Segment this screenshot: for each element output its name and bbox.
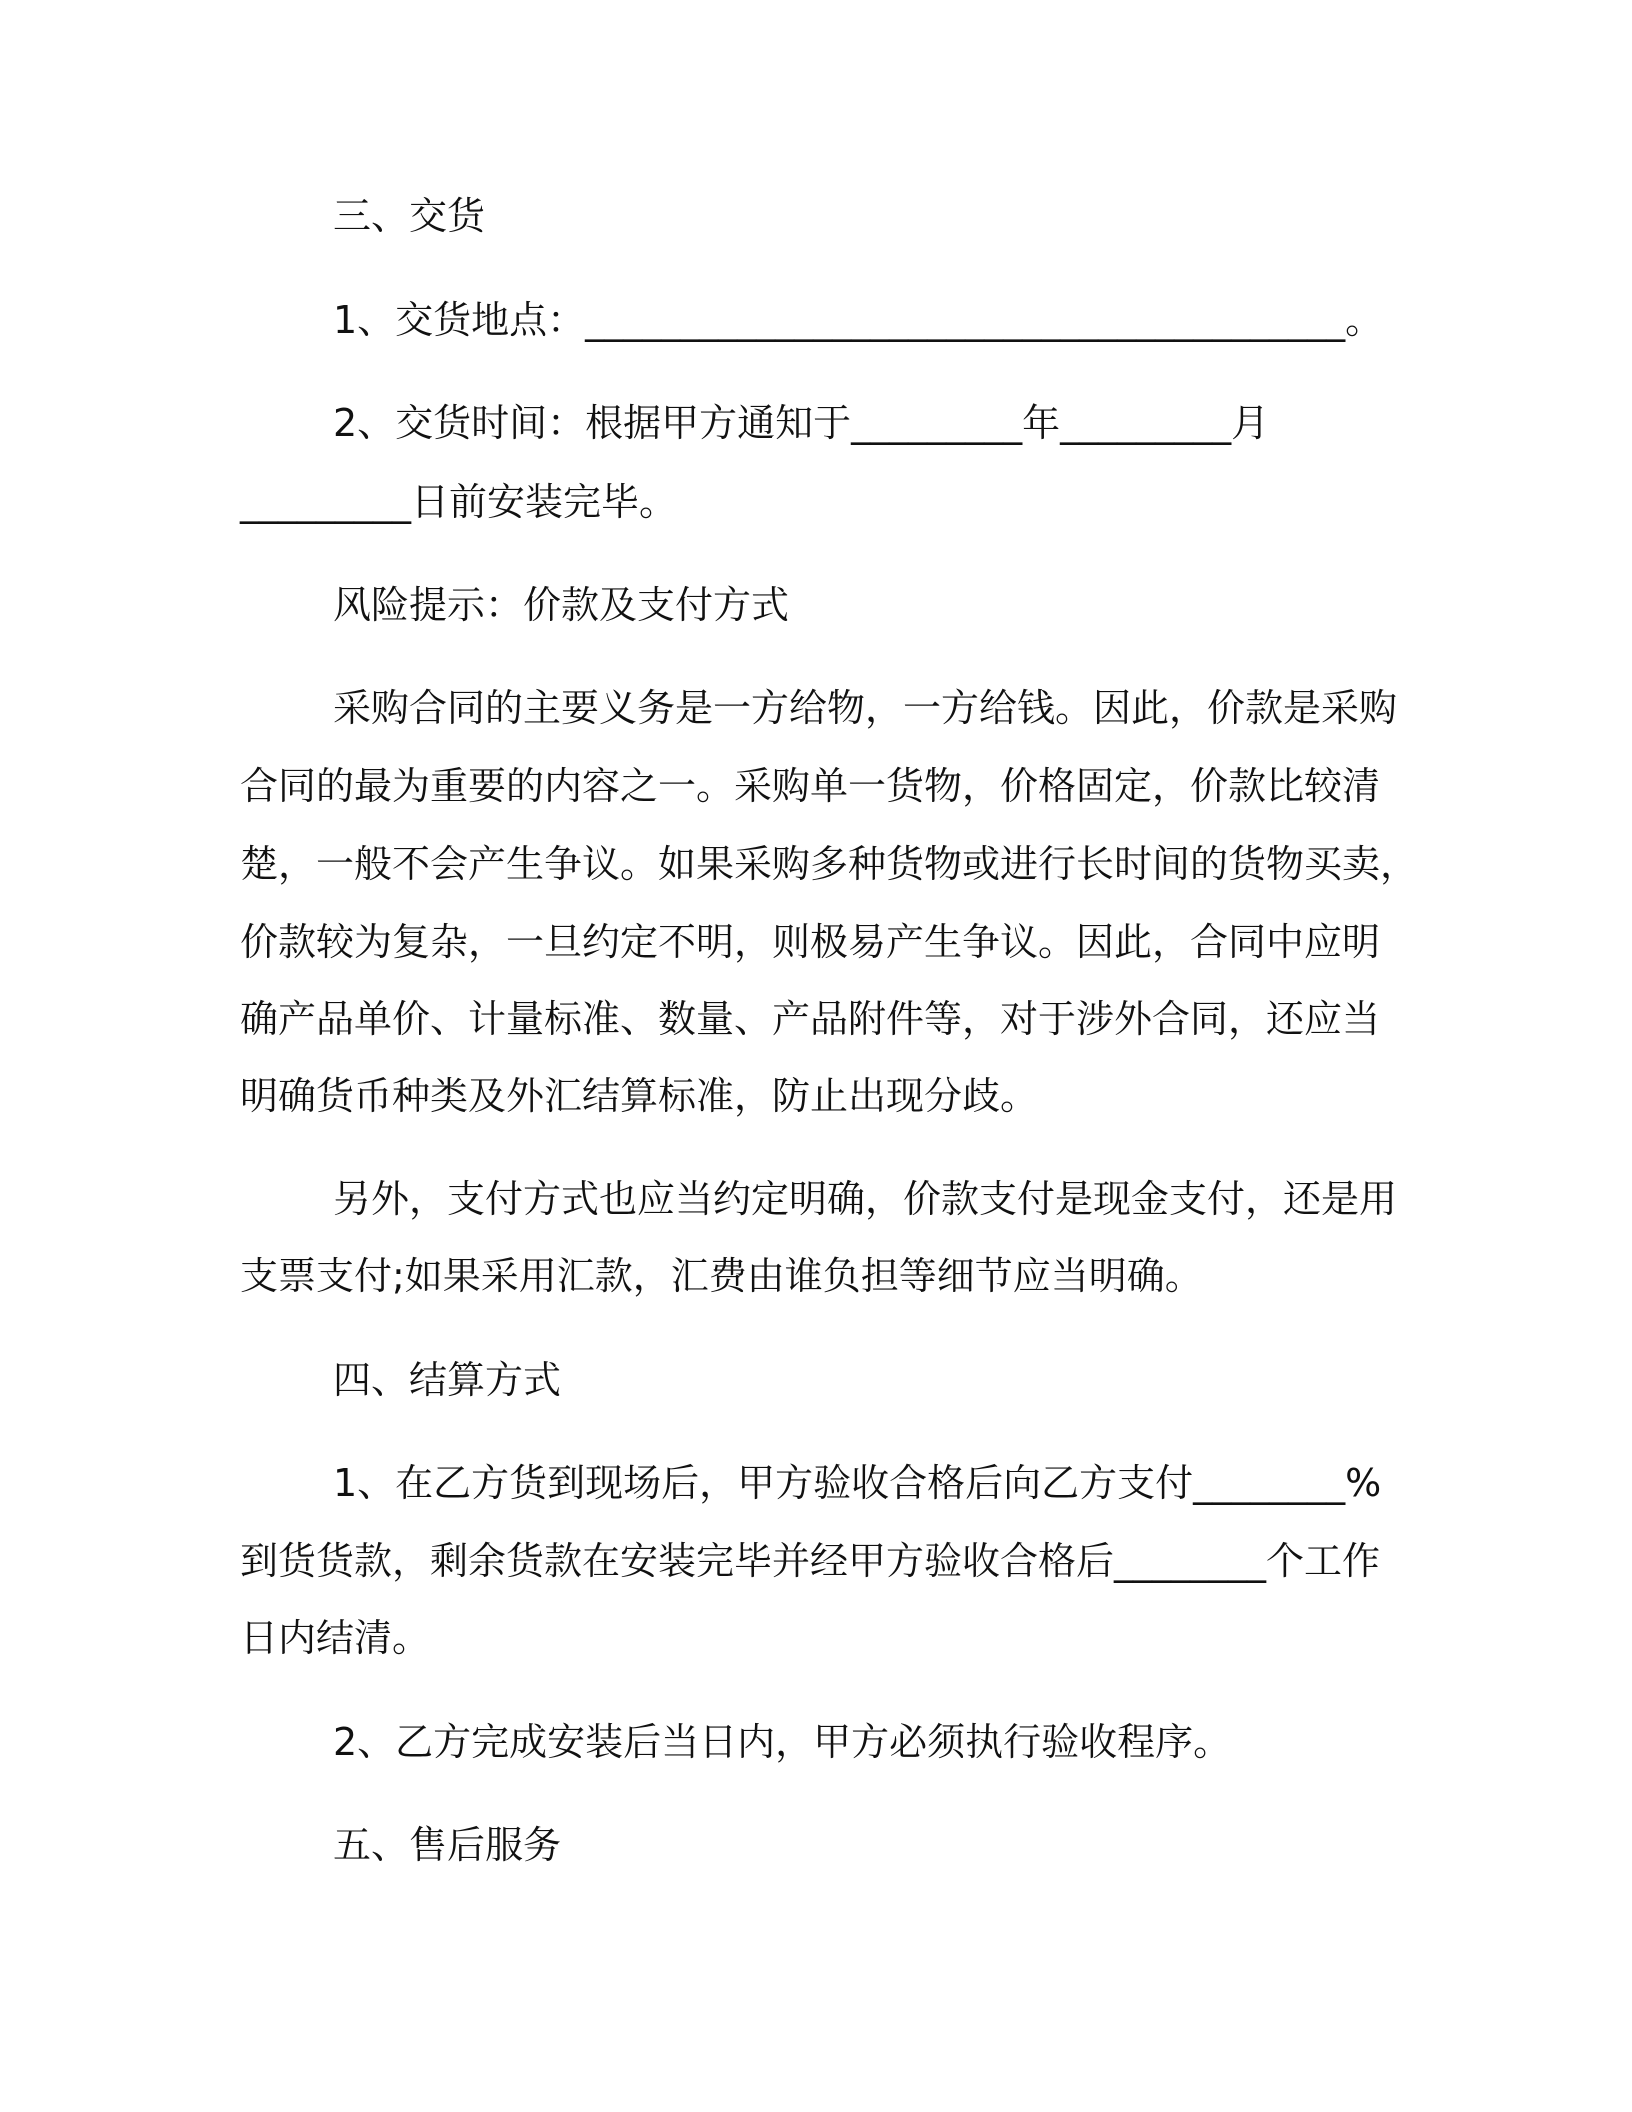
risk-paragraph-1-line: 确产品单价、计量标准、数量、产品附件等，对于涉外合同，还应当 xyxy=(240,997,1381,1041)
settlement-item-2: 2、乙方完成安装后当日内，甲方必须执行验收程序。 xyxy=(333,1720,1232,1764)
risk-paragraph-1-line: 合同的最为重要的内容之一。采购单一货物，价格固定，价款比较清 xyxy=(240,764,1381,808)
risk-paragraph-1-line: 明确货币种类及外汇结算标准，防止出现分歧。 xyxy=(240,1074,1039,1118)
delivery-time-item-line-2: _________日前安装完毕。 xyxy=(240,480,678,524)
risk-tip-heading: 风险提示：价款及支付方式 xyxy=(333,583,790,627)
risk-paragraph-1-line: 价款较为复杂，一旦约定不明，则极易产生争议。因此，合同中应明 xyxy=(240,920,1381,964)
section-heading-after-sales: 五、售后服务 xyxy=(333,1823,562,1867)
risk-paragraph-2-line: 支票支付;如果采用汇款，汇费由谁负担等细节应当明确。 xyxy=(240,1254,1203,1298)
section-heading-settlement: 四、结算方式 xyxy=(333,1358,562,1402)
delivery-location-item: 1、交货地点：________________________________________。 xyxy=(333,298,1384,342)
section-heading-delivery: 三、交货 xyxy=(333,194,486,238)
settlement-item-1-line: 1、在乙方货到现场后，甲方验收合格后向乙方支付________% xyxy=(333,1461,1382,1505)
settlement-item-1-line: 到货货款，剩余货款在安装完毕并经甲方验收合格后________个工作 xyxy=(240,1539,1381,1583)
delivery-time-item-line-1: 2、交货时间：根据甲方通知于_________年_________月 xyxy=(333,401,1270,445)
risk-paragraph-2-line: 另外，支付方式也应当约定明确，价款支付是现金支付，还是用 xyxy=(333,1177,1398,1221)
settlement-item-1-line: 日内结清。 xyxy=(240,1616,431,1660)
risk-paragraph-1-line: 采购合同的主要义务是一方给物，一方给钱。因此，价款是采购 xyxy=(333,686,1398,730)
risk-paragraph-1-line: 楚，一般不会产生争议。如果采购多种货物或进行长时间的货物买卖， xyxy=(240,842,1419,886)
